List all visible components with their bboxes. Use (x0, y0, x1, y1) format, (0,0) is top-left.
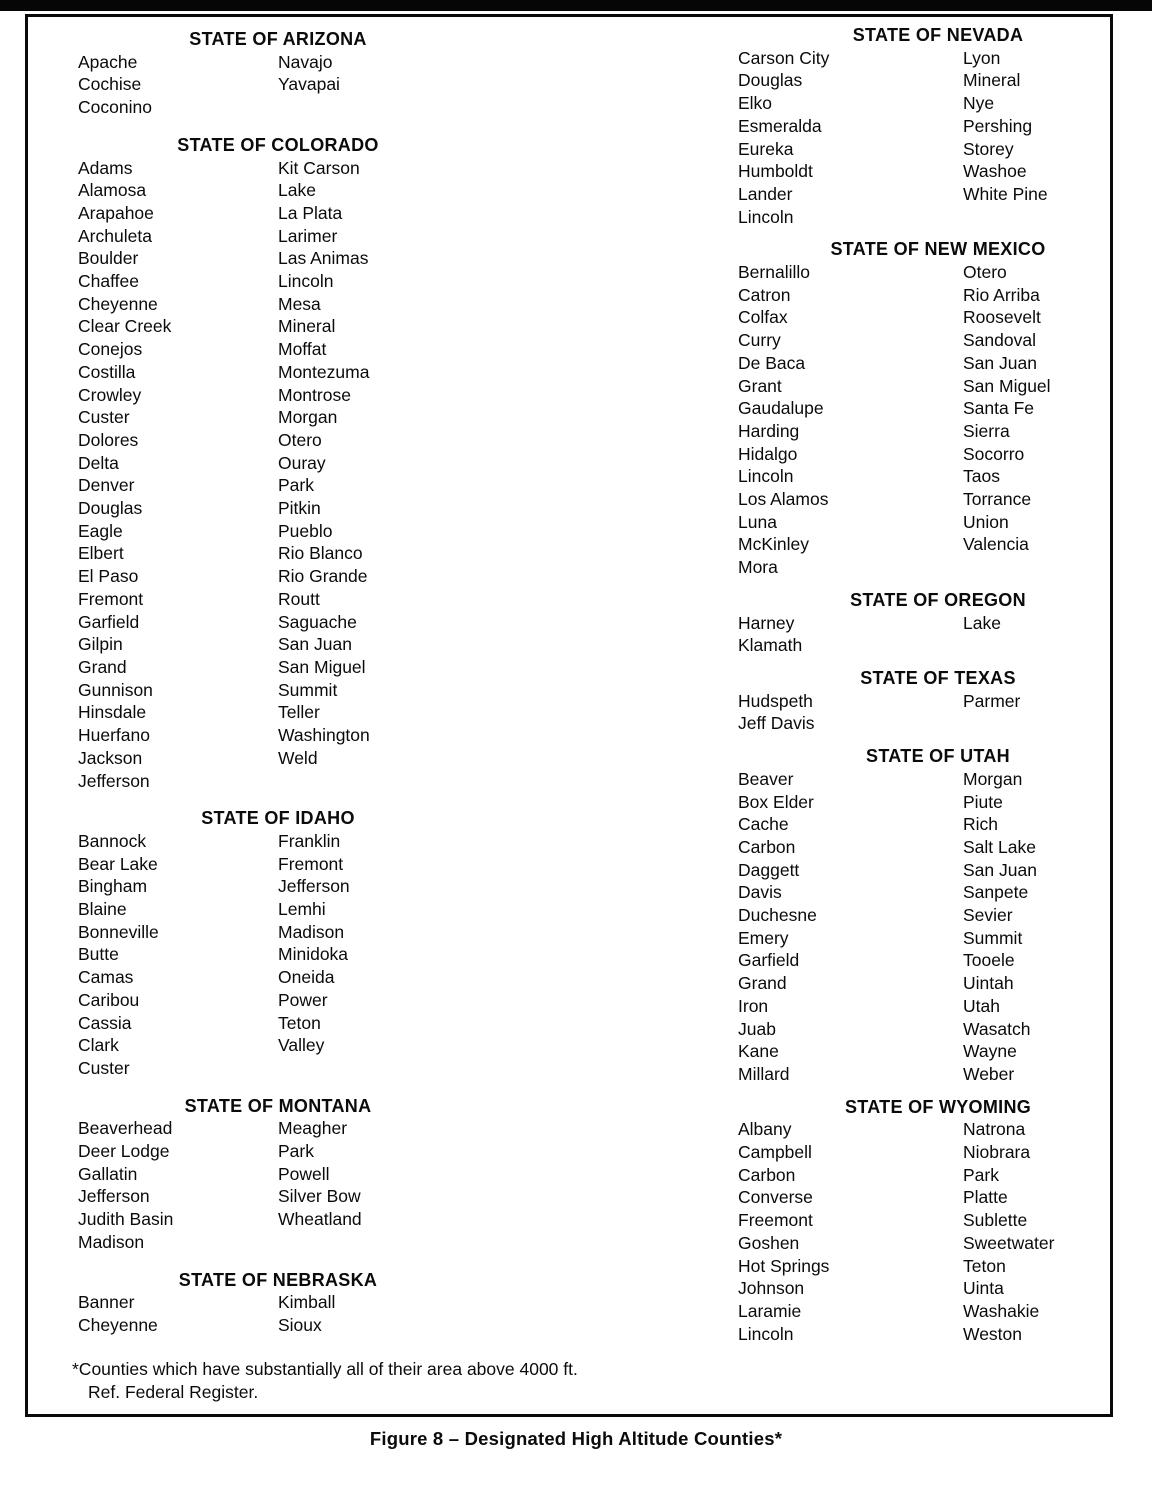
county-name: Beaverhead (78, 1118, 173, 1139)
county-name: Silver Bow (278, 1186, 361, 1207)
county-name: Archuleta (78, 225, 152, 246)
county-name: Albany (738, 1119, 792, 1140)
state-title: STATE OF IDAHO (201, 808, 355, 829)
county-name: Mineral (963, 70, 1021, 91)
county-name: Carson City (738, 47, 830, 68)
figure-caption: Figure 8 – Designated High Altitude Counties* (369, 1428, 783, 1449)
state-title: STATE OF NEBRASKA (178, 1269, 378, 1290)
county-name: Elko (738, 93, 773, 114)
county-name: Curry (738, 330, 781, 351)
county-list-left (738, 690, 963, 735)
county-name: Boulder (78, 248, 139, 269)
county-name: Utah (963, 995, 1000, 1016)
county-name: Rio Grande (278, 566, 368, 587)
county-name: Cheyenne (78, 293, 158, 314)
county-name: Crowley (78, 384, 142, 405)
county-name: Minidoka (278, 944, 349, 965)
county-name: Fremont (78, 588, 144, 609)
county-name: Torrance (963, 489, 1032, 510)
county-name: Storey (963, 138, 1014, 159)
county-name: Washington (278, 725, 370, 746)
county-name: Park (963, 1164, 999, 1185)
county-name: Summit (278, 679, 338, 700)
county-name: Grant (738, 375, 782, 396)
county-name: Taos (963, 466, 1000, 487)
county-list-right (278, 1117, 478, 1253)
county-name: Rio Arriba (963, 284, 1040, 305)
county-name: Jefferson (78, 1186, 150, 1207)
county-name: Teton (963, 1255, 1006, 1276)
county-name: Oneida (278, 967, 335, 988)
county-name: Humboldt (738, 161, 813, 182)
county-name: Sanpete (963, 882, 1029, 903)
county-name: San Miguel (963, 375, 1051, 396)
county-name: Weston (963, 1323, 1023, 1344)
county-name: Navajo (278, 51, 333, 72)
county-name: Otero (963, 262, 1007, 283)
county-name: Iron (738, 995, 769, 1016)
county-name: Conejos (78, 339, 143, 360)
county-name: Meagher (278, 1118, 348, 1139)
county-name: Roosevelt (963, 307, 1041, 328)
county-list-right (278, 830, 478, 1080)
county-name: Hudspeth (738, 690, 813, 711)
county-name: Hidalgo (738, 443, 798, 464)
county-name: Santa Fe (963, 398, 1035, 419)
county-name: Gunnison (78, 679, 153, 700)
county-name: Esmeralda (738, 115, 822, 136)
county-name: Juab (738, 1018, 776, 1039)
county-name: Eureka (738, 138, 794, 159)
state-section (78, 28, 478, 119)
county-name: Dolores (78, 429, 139, 450)
county-name: Kane (738, 1041, 779, 1062)
county-name: Valencia (963, 534, 1029, 555)
state-title: STATE OF NEW MEXICO (830, 239, 1046, 260)
state-section (78, 807, 478, 1079)
county-name: Bernalillo (738, 262, 810, 283)
state-title: STATE OF COLORADO (177, 134, 379, 155)
county-list-left (738, 261, 963, 579)
footnote-line-1: *Counties which have substantially all of their area above 4000 ft. (72, 1359, 578, 1379)
county-list-left (78, 1291, 278, 1336)
county-name: Judith Basin (78, 1209, 174, 1230)
county-name: Sandoval (963, 330, 1036, 351)
county-name: Summit (963, 927, 1023, 948)
state-title: STATE OF MONTANA (184, 1095, 372, 1116)
county-name: Deer Lodge (78, 1141, 170, 1162)
county-name: Bear Lake (78, 853, 158, 874)
county-name: Park (278, 475, 314, 496)
county-name: Mora (738, 557, 778, 578)
county-name: Power (278, 989, 328, 1010)
county-name: Sevier (963, 905, 1013, 926)
county-name: Sierra (963, 420, 1010, 441)
county-name: San Juan (278, 634, 352, 655)
county-name: Mineral (278, 316, 336, 337)
state-section (738, 745, 1138, 1086)
county-name: Routt (278, 588, 320, 609)
county-name: Adams (78, 157, 133, 178)
county-columns (78, 830, 478, 1080)
left-states-column (78, 28, 478, 1352)
county-name: Lyon (963, 47, 1001, 68)
county-name: Grand (738, 973, 787, 994)
county-list-left (78, 157, 278, 793)
county-name: Las Animas (278, 248, 369, 269)
county-columns (78, 1291, 478, 1336)
county-name: Madison (78, 1231, 145, 1252)
county-name: Bonneville (78, 921, 159, 942)
county-name: Socorro (963, 443, 1025, 464)
state-section (738, 24, 1138, 228)
county-name: Parmer (963, 690, 1021, 711)
county-name: Valley (278, 1035, 325, 1056)
county-name: Bingham (78, 876, 148, 897)
county-list-left (738, 47, 963, 229)
county-name: Moffat (278, 339, 327, 360)
state-section (78, 1269, 478, 1337)
county-name: Wayne (963, 1041, 1017, 1062)
county-name: Washoe (963, 161, 1027, 182)
county-name: Nye (963, 93, 995, 114)
county-list-right (963, 690, 1138, 735)
county-name: La Plata (278, 202, 343, 223)
county-name: Blaine (78, 899, 127, 920)
state-title: STATE OF NEVADA (852, 25, 1024, 45)
county-name: White Pine (963, 183, 1048, 204)
county-name: Costilla (78, 361, 136, 382)
county-name: Kimball (278, 1292, 336, 1313)
county-name: Lincoln (738, 206, 794, 227)
county-name: Ouray (278, 452, 326, 473)
county-list-right (963, 612, 1138, 657)
county-list-left (738, 768, 963, 1086)
county-list-right (963, 768, 1138, 1086)
county-name: Goshen (738, 1232, 800, 1253)
county-name: Montezuma (278, 361, 370, 382)
state-title: STATE OF ARIZONA (189, 29, 367, 49)
county-name: Clear Creek (78, 316, 172, 337)
county-name: Pitkin (278, 498, 321, 519)
county-name: Weber (963, 1063, 1015, 1084)
county-name: Fremont (278, 853, 344, 874)
county-list-right (278, 1291, 478, 1336)
county-name: Sioux (278, 1314, 322, 1335)
county-list-right (963, 47, 1138, 229)
county-name: Cochise (78, 74, 142, 95)
county-name: Eagle (78, 520, 123, 541)
county-name: Los Alamos (738, 489, 829, 510)
county-name: Camas (78, 967, 134, 988)
county-name: Lincoln (738, 1323, 794, 1344)
county-name: Custer (78, 1057, 130, 1078)
county-name: Emery (738, 927, 789, 948)
county-name: Larimer (278, 225, 338, 246)
state-section (738, 1096, 1138, 1346)
county-name: Colfax (738, 307, 788, 328)
footnote (72, 1358, 578, 1404)
county-name: Morgan (963, 768, 1023, 789)
county-name: Gallatin (78, 1163, 138, 1184)
county-name: Box Elder (738, 791, 814, 812)
county-name: Montrose (278, 384, 351, 405)
state-title: STATE OF WYOMING (844, 1096, 1032, 1117)
county-name: Harding (738, 420, 800, 441)
state-section (78, 134, 478, 792)
state-section (738, 589, 1138, 657)
county-name: Cassia (78, 1012, 132, 1033)
footnote-line-2: Ref. Federal Register. (88, 1382, 259, 1402)
county-name: Gaudalupe (738, 398, 824, 419)
county-name: Alamosa (78, 180, 147, 201)
county-name: Jeff Davis (738, 713, 815, 734)
county-name: Cheyenne (78, 1314, 158, 1335)
county-name: Rio Blanco (278, 543, 363, 564)
state-section (738, 667, 1138, 735)
county-name: El Paso (78, 566, 139, 587)
county-columns (78, 1117, 478, 1253)
county-name: Luna (738, 511, 777, 532)
county-name: Salt Lake (963, 836, 1036, 857)
county-name: San Juan (963, 859, 1037, 880)
county-columns (78, 157, 478, 793)
county-name: Otero (278, 429, 322, 450)
county-name: Washakie (963, 1300, 1040, 1321)
right-states-column (738, 24, 1138, 1355)
county-name: Grand (78, 656, 127, 677)
county-name: Kit Carson (278, 157, 360, 178)
county-name: Daggett (738, 859, 800, 880)
county-name: Millard (738, 1063, 790, 1084)
county-name: Lander (738, 183, 793, 204)
county-name: Wheatland (278, 1209, 362, 1230)
county-columns (738, 1118, 1138, 1345)
county-name: Park (278, 1141, 314, 1162)
county-name: Hinsdale (78, 702, 147, 723)
county-list-right (278, 51, 478, 119)
county-columns (78, 51, 478, 119)
county-name: Wasatch (963, 1018, 1031, 1039)
county-columns (738, 690, 1138, 735)
county-name: Lincoln (738, 466, 794, 487)
county-name: Huerfano (78, 725, 150, 746)
county-name: Teller (278, 702, 320, 723)
county-name: Natrona (963, 1119, 1026, 1140)
county-name: Denver (78, 475, 135, 496)
county-name: Sweetwater (963, 1232, 1055, 1253)
state-title: STATE OF UTAH (866, 746, 1010, 767)
county-name: Hot Springs (738, 1255, 830, 1276)
county-name: Pueblo (278, 520, 333, 541)
county-name: San Miguel (278, 656, 366, 677)
county-name: Carbon (738, 1164, 796, 1185)
county-name: Lincoln (278, 271, 334, 292)
county-name: Mesa (278, 293, 321, 314)
county-name: Jefferson (78, 770, 150, 791)
county-name: Teton (278, 1012, 321, 1033)
county-name: Union (963, 511, 1009, 532)
state-section (78, 1095, 478, 1254)
county-name: Laramie (738, 1300, 802, 1321)
county-list-right (963, 261, 1138, 579)
county-name: Garfield (78, 611, 140, 632)
county-name: Lake (963, 612, 1001, 633)
county-name: Yavapai (278, 74, 340, 95)
county-name: Beaver (738, 768, 794, 789)
county-columns (738, 261, 1138, 579)
county-name: Davis (738, 882, 782, 903)
county-columns (738, 768, 1138, 1086)
county-name: Rich (963, 814, 999, 835)
county-name: McKinley (738, 534, 809, 555)
county-name: San Juan (963, 352, 1037, 373)
county-name: Elbert (78, 543, 124, 564)
county-name: Lemhi (278, 899, 326, 920)
county-name: Pershing (963, 115, 1033, 136)
county-name: Uinta (963, 1278, 1004, 1299)
county-name: Jefferson (278, 876, 350, 897)
county-name: Piute (963, 791, 1003, 812)
county-list-left (78, 51, 278, 119)
county-list-left (738, 612, 963, 657)
county-list-right (963, 1118, 1138, 1345)
county-list-left (78, 830, 278, 1080)
county-name: Saguache (278, 611, 357, 632)
counties-list-box (25, 14, 1113, 1417)
county-name: Johnson (738, 1278, 805, 1299)
county-name: Klamath (738, 635, 803, 656)
county-name: Madison (278, 921, 345, 942)
county-name: Banner (78, 1292, 135, 1313)
county-list-left (78, 1117, 278, 1253)
county-name: Delta (78, 452, 119, 473)
county-name: Platte (963, 1187, 1008, 1208)
county-name: Sublette (963, 1210, 1028, 1231)
county-name: Custer (78, 407, 130, 428)
county-list-left (738, 1118, 963, 1345)
county-name: Carbon (738, 836, 796, 857)
county-name: Douglas (78, 498, 143, 519)
county-name: De Baca (738, 352, 806, 373)
county-name: Harney (738, 612, 795, 633)
county-name: Arapahoe (78, 202, 154, 223)
county-name: Butte (78, 944, 119, 965)
county-name: Cache (738, 814, 789, 835)
county-name: Morgan (278, 407, 338, 428)
county-name: Campbell (738, 1142, 812, 1163)
county-name: Freemont (738, 1210, 813, 1231)
county-name: Jackson (78, 747, 143, 768)
county-name: Catron (738, 284, 791, 305)
county-name: Uintah (963, 973, 1014, 994)
scan-artifact-bar (0, 0, 1152, 11)
county-columns (738, 612, 1138, 657)
county-name: Converse (738, 1187, 813, 1208)
county-name: Powell (278, 1163, 330, 1184)
county-name: Caribou (78, 989, 140, 1010)
county-name: Lake (278, 180, 316, 201)
county-name: Franklin (278, 830, 341, 851)
county-name: Douglas (738, 70, 803, 91)
county-name: Niobrara (963, 1142, 1031, 1163)
county-name: Clark (78, 1035, 119, 1056)
county-name: Apache (78, 51, 138, 72)
county-name: Tooele (963, 950, 1015, 971)
county-name: Weld (278, 747, 318, 768)
county-columns (738, 47, 1138, 229)
state-section (738, 238, 1138, 579)
county-list-right (278, 157, 478, 793)
county-name: Gilpin (78, 634, 123, 655)
state-title: STATE OF TEXAS (860, 667, 1016, 688)
county-name: Chaffee (78, 271, 139, 292)
county-name: Bannock (78, 830, 147, 851)
county-name: Duchesne (738, 905, 817, 926)
county-name: Garfield (738, 950, 800, 971)
county-name: Coconino (78, 97, 152, 118)
state-title: STATE OF OREGON (850, 589, 1026, 610)
